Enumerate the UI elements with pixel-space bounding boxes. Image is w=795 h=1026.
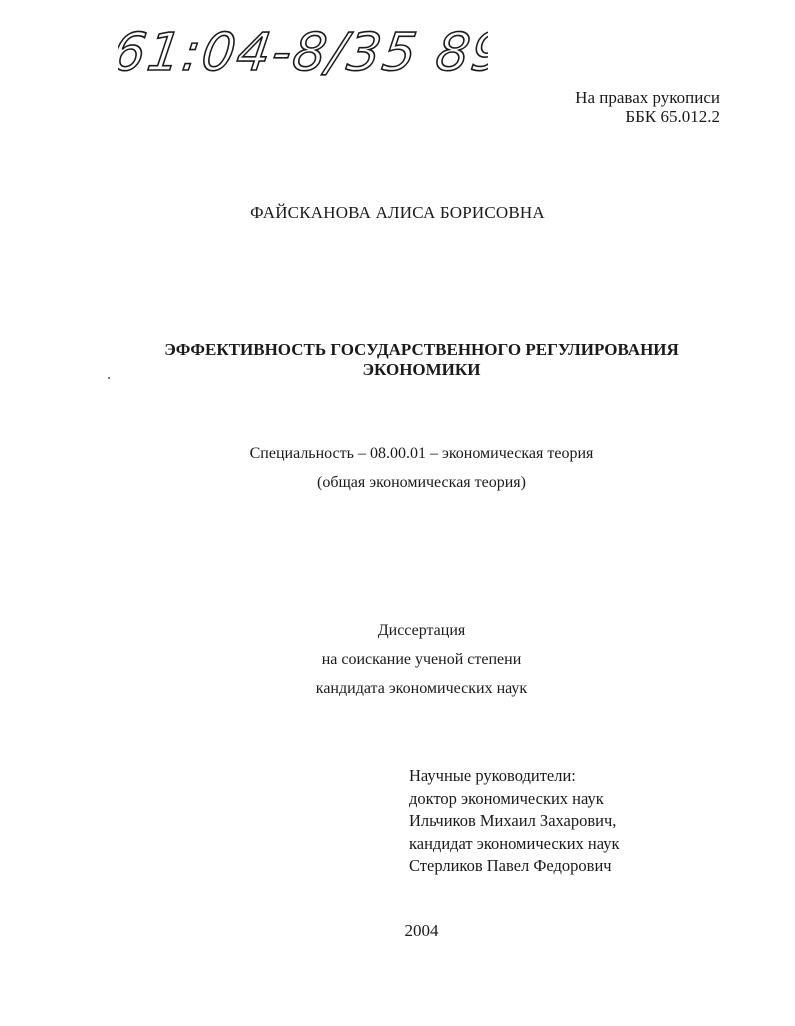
author-name: ФАЙСКАНОВА АЛИСА БОРИСОВНА: [250, 203, 545, 222]
advisor-1-name: Ильчиков Михаил Захарович,: [409, 811, 617, 830]
advisors-heading: Научные руководители:: [409, 766, 576, 785]
advisor-2-degree: кандидат экономических наук: [409, 833, 620, 853]
advisor-2-name: Стерликов Павел Федорович: [409, 856, 612, 875]
handwritten-archive-number-svg: [118, 14, 488, 94]
rights-line: На правах рукописи: [575, 88, 720, 107]
handwritten-archive-number: [118, 14, 488, 94]
specialty-line-2: (общая экономическая теория): [316, 474, 526, 491]
degree-line-3: кандидата экономических наук: [315, 680, 528, 697]
advisors-block: [409, 765, 619, 878]
specialty-line-1: Специальность – 08.00.01 – экономическая теория: [249, 445, 594, 462]
degree-block: [0, 616, 795, 703]
degree-line-2: на соискание ученой степени: [321, 651, 522, 668]
bbk-code: ББК 65.012.2: [625, 107, 720, 126]
title-line-1: ЭФФЕКТИВНОСТЬ ГОСУДАРСТВЕННОГО РЕГУЛИРОВАНИЯ: [164, 340, 679, 359]
title-line-2: ЭКОНОМИКИ: [362, 360, 481, 379]
scan-speck: [108, 377, 110, 379]
specialty-block: [0, 439, 795, 497]
advisor-1-degree: доктор экономических наук: [409, 788, 604, 808]
degree-line-1: Диссертация: [377, 622, 466, 639]
rights-notice: [575, 88, 720, 126]
handwritten-archive-number-text: 61:04-8/35 89: [118, 23, 488, 83]
year: 2004: [404, 921, 439, 940]
dissertation-title: [0, 340, 795, 380]
